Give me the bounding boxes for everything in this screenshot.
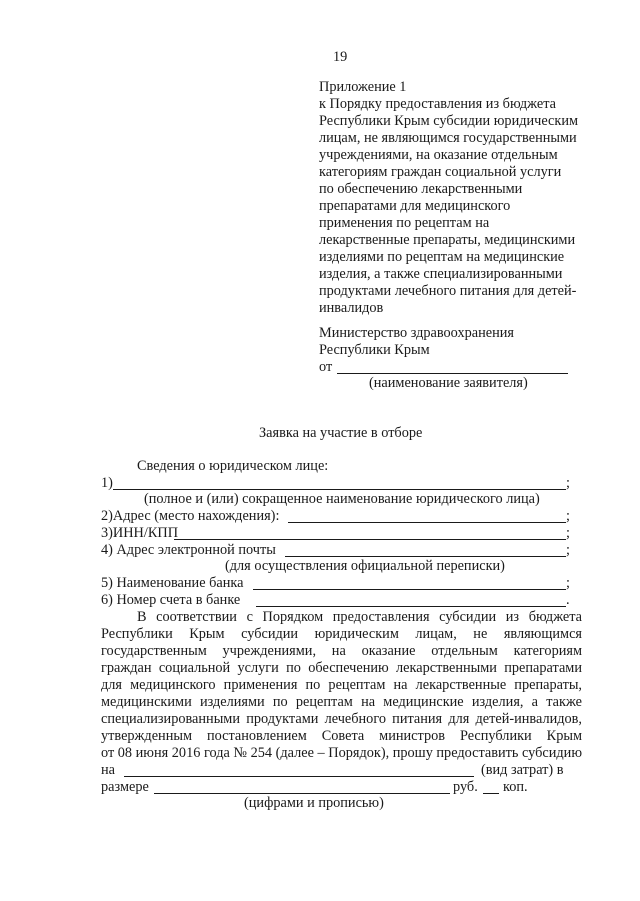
email-field[interactable]	[285, 556, 566, 557]
field1-label: 1)	[101, 475, 113, 491]
appendix-line: изделиями по рецептам на медицинские	[319, 249, 565, 265]
field6-label: 6) Номер счета в банке	[101, 592, 241, 608]
legal-entity-heading: Сведения о юридическом лице:	[137, 458, 329, 474]
semicolon: ;	[566, 542, 570, 558]
body-line: государственным учреждениями, на оказание отдельным категориям	[101, 643, 582, 659]
form-title: Заявка на участие в отборе	[259, 425, 423, 441]
amount-hint: (цифрами и прописью)	[244, 795, 384, 811]
body-line: медицинскими изделиями по рецептам на медицинские изделия, а также	[101, 694, 582, 710]
kop-label: коп.	[503, 779, 528, 795]
entity-name-field[interactable]	[113, 489, 566, 490]
from-label: от	[319, 359, 333, 375]
expense-type-field[interactable]	[124, 776, 474, 777]
amount-label: размере	[101, 779, 149, 795]
appendix-line: изделия, а также специализированными	[319, 266, 563, 282]
bank-name-field[interactable]	[253, 589, 566, 590]
expense-hint: (вид затрат) в	[481, 762, 564, 778]
appendix-line: продуктами лечебного питания для детей-	[319, 283, 577, 299]
semicolon: ;	[566, 475, 570, 491]
inn-kpp-field[interactable]	[174, 539, 566, 540]
appendix-line: по обеспечению лекарственными	[319, 181, 523, 197]
email-hint: (для осуществления официальной переписки)	[225, 558, 505, 574]
rub-label: руб.	[453, 779, 478, 795]
body-line: от 08 июня 2016 года № 254 (далее – Порядок), прошу предоставить субсидию	[101, 745, 582, 761]
amount-rub-field[interactable]	[154, 793, 450, 794]
semicolon: ;	[566, 575, 570, 591]
appendix-title: Приложение 1	[319, 79, 407, 95]
body-line: В соответствии с Порядком предоставления субсидии из бюджета	[137, 609, 582, 625]
appendix-line: лицам, не являющимся государственными	[319, 130, 577, 146]
appendix-line: Республики Крым субсидии юридическим	[319, 113, 579, 129]
appendix-line: инвалидов	[319, 300, 384, 316]
address-field[interactable]	[288, 522, 566, 523]
addressee-line: Министерство здравоохранения	[319, 325, 514, 341]
field3-label: 3)ИНН/КПП	[101, 525, 179, 541]
applicant-name-hint: (наименование заявителя)	[369, 375, 528, 391]
addressee-line: Республики Крым	[319, 342, 430, 358]
appendix-line: применения по рецептам на	[319, 215, 490, 231]
appendix-line: лекарственные препараты, медицинскими	[319, 232, 576, 248]
body-line: граждан социальной услуги по обеспечению лекарственными препаратами	[101, 660, 582, 676]
appendix-line: учреждениями, на оказание отдельным	[319, 147, 558, 163]
body-line: Республики Крым субсидии юридическим лицам, не являющимся	[101, 626, 582, 642]
na-label: на	[101, 762, 115, 778]
body-line: специализированными продуктами лечебного питания для детей-инвалидов,	[101, 711, 582, 727]
body-line: утвержденным постановлением Совета министров Республики Крым	[101, 728, 582, 744]
body-line: для медицинского применения по рецептам на лекарственные препараты,	[101, 677, 582, 693]
field2-label: 2)Адрес (место нахождения):	[101, 508, 280, 524]
amount-kop-field[interactable]	[483, 793, 499, 794]
entity-name-hint: (полное и (или) сокращенное наименование юридического лица)	[144, 491, 540, 507]
field4-label: 4) Адрес электронной почты	[101, 542, 276, 558]
appendix-line: к Порядку предоставления из бюджета	[319, 96, 556, 112]
semicolon: ;	[566, 525, 570, 541]
page-number: 19	[333, 49, 348, 65]
appendix-line: категориям граждан социальной услуги	[319, 164, 562, 180]
appendix-line: препаратами для медицинского	[319, 198, 511, 214]
period: .	[566, 592, 570, 608]
applicant-name-field[interactable]	[337, 373, 568, 374]
field5-label: 5) Наименование банка	[101, 575, 244, 591]
account-number-field[interactable]	[256, 606, 566, 607]
semicolon: ;	[566, 508, 570, 524]
